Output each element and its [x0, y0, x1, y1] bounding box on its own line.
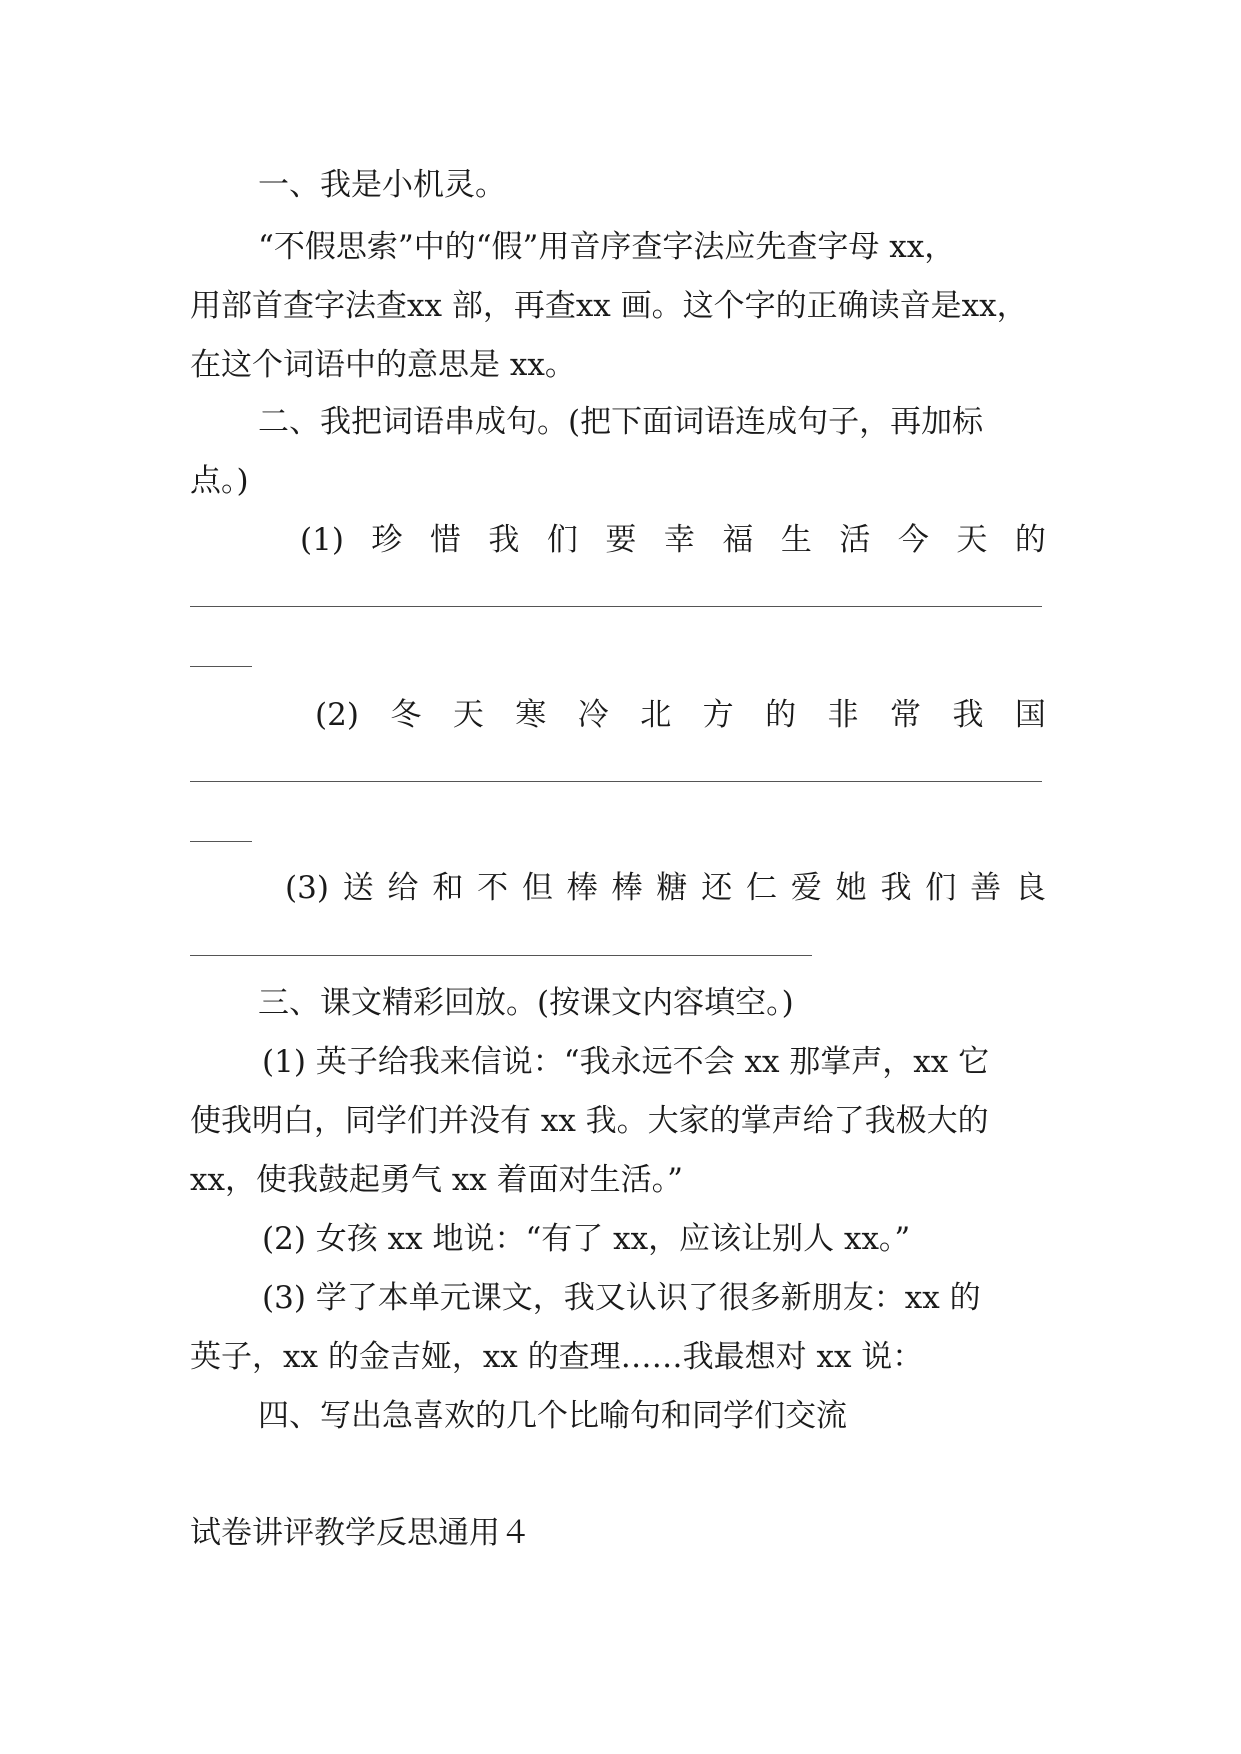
word: 我 [488, 522, 520, 558]
word-row-3 [285, 870, 1046, 906]
paragraph-line: xx，使我鼓起勇气 xx 着面对生活。” [190, 1162, 683, 1198]
word: 们 [546, 522, 578, 558]
section-heading-2-continued: 点。) [190, 463, 249, 499]
answer-line [190, 781, 1042, 782]
word: 珍 [371, 522, 403, 558]
word: 福 [722, 522, 754, 558]
word: 棒 [566, 870, 598, 906]
paragraph-line: 使我明白，同学们并没有 xx 我。大家的掌声给了我极大的 [190, 1103, 989, 1139]
word: 方 [702, 697, 734, 733]
word: 常 [890, 697, 921, 733]
word: 北 [640, 697, 672, 733]
word: 我 [952, 697, 984, 733]
word: 但 [521, 870, 553, 906]
paragraph-line: (1) 英子给我来信说：“我永远不会 xx 那掌声，xx 它 [262, 1044, 990, 1080]
word: 冬 [390, 697, 422, 733]
word: 糖 [656, 870, 688, 906]
word: 仁 [746, 870, 778, 906]
paragraph-line: 英子，xx 的金吉娅，xx 的查理……我最想对 xx 说： [190, 1339, 924, 1375]
word: 非 [827, 697, 859, 733]
word: 她 [835, 870, 867, 906]
word: 善 [970, 870, 1002, 906]
word: 要 [605, 522, 637, 558]
word: 的 [765, 697, 797, 733]
section-heading-1: 一、我是小机灵。 [258, 167, 506, 203]
word: 天 [956, 522, 988, 558]
word: 不 [477, 870, 509, 906]
word: 爱 [790, 870, 822, 906]
section-heading-4: 四、写出急喜欢的几个比喻句和同学们交流 [258, 1398, 847, 1434]
word: 和 [432, 870, 464, 906]
section-heading-2: 二、我把词语串成句。(把下面词语连成句子，再加标 [258, 404, 984, 440]
word: 给 [387, 870, 419, 906]
word: 们 [925, 870, 957, 906]
next-article-title: 试卷讲评教学反思通用４ [190, 1515, 531, 1551]
word: 活 [839, 522, 871, 558]
paragraph-line: 在这个词语中的意思是 xx。 [190, 347, 576, 383]
word: 惜 [429, 522, 461, 558]
paragraph-line: (3) 学了本单元课文，我又认识了很多新朋友：xx 的 [262, 1280, 981, 1316]
word: 寒 [515, 697, 547, 733]
paragraph-line: (2) 女孩 xx 地说：“有了 xx，应该让别人 xx。” [262, 1221, 911, 1257]
word: 送 [342, 870, 374, 906]
word-row-1 [300, 522, 1046, 558]
item-label: (3) [285, 870, 329, 906]
word: 还 [701, 870, 733, 906]
paragraph-line: 用部首查字法查xx 部，再查xx 画。这个字的正确读音是xx， [190, 288, 1028, 324]
answer-line [190, 955, 812, 956]
section-heading-3: 三、课文精彩回放。(按课文内容填空。) [258, 985, 794, 1021]
item-label: (2) [315, 697, 359, 733]
answer-line-tail [190, 666, 252, 667]
item-label: (1) [300, 522, 344, 558]
word: 冷 [577, 697, 609, 733]
answer-line [190, 606, 1042, 607]
word: 良 [1014, 870, 1046, 906]
word: 我 [880, 870, 912, 906]
answer-line-tail [190, 841, 252, 842]
word: 的 [1014, 522, 1046, 558]
word: 天 [452, 697, 484, 733]
paragraph-line: “不假思索”中的“假”用音序查字法应先查字母 xx， [258, 229, 956, 265]
word: 幸 [663, 522, 695, 558]
word: 生 [780, 522, 812, 558]
word: 今 [897, 522, 929, 558]
word-row-2 [315, 697, 1046, 733]
word: 国 [1014, 697, 1046, 733]
word: 棒 [611, 870, 643, 906]
